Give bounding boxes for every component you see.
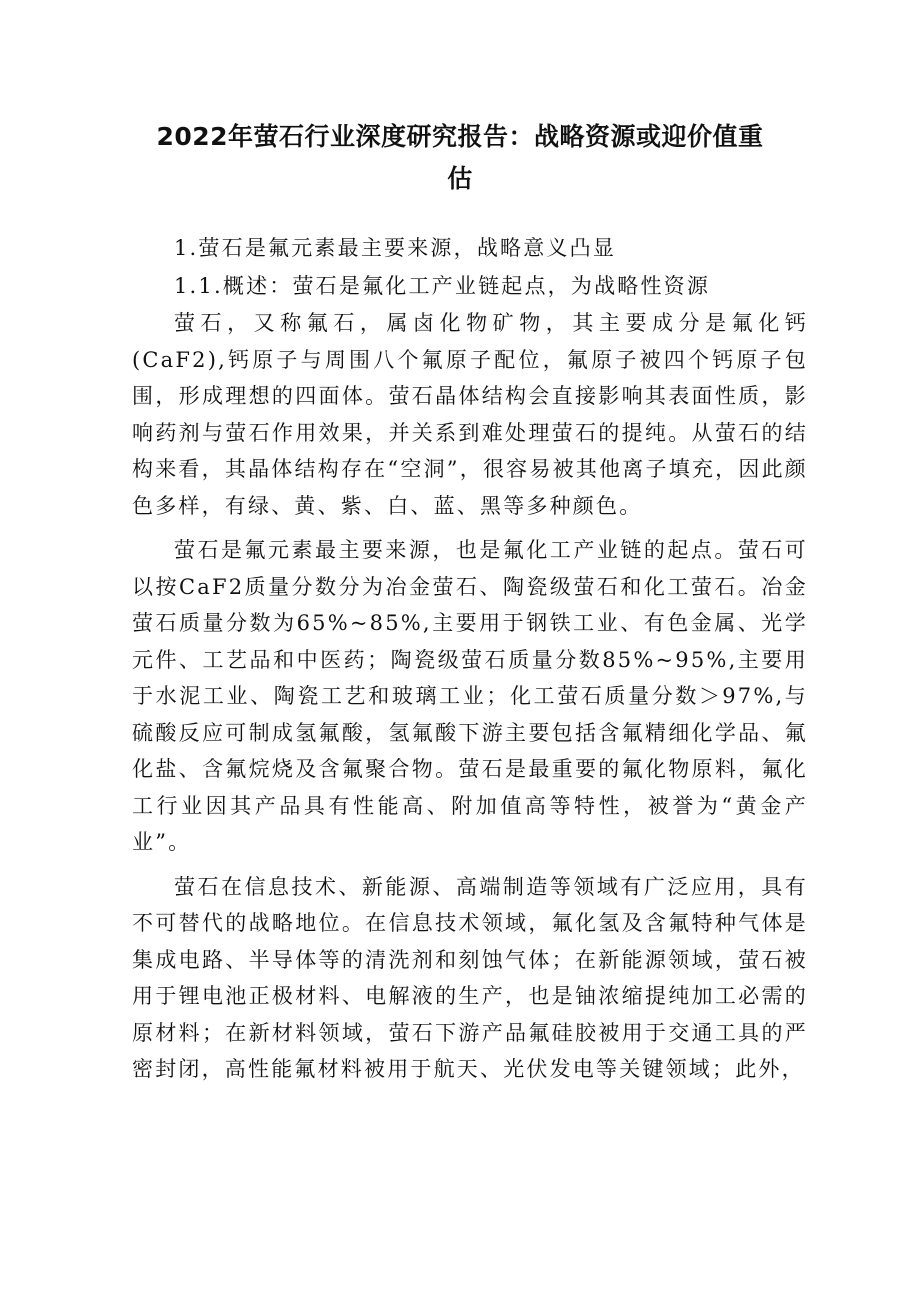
- paragraph-1: 萤石，又称氟石，属卤化物矿物，其主要成分是氟化钙(CaF2),钙原子与周围八个氟原子配位，氟原子被四个钙原子包围，形成理想的四面体。萤石晶体结构会直接影响其表面性质，影响药剂与萤石作用效果，并关系到难处理萤石的提纯。从萤石的结构来看，其晶体结构存在“空洞”，很容易被其他离子填充，因此颜色多样，有绿、黄、紫、白、蓝、黑等多种颜色。: [132, 311, 808, 518]
- paragraph-2: 萤石是氟元素最主要来源，也是氟化工产业链的起点。萤石可以按CaF2质量分数分为冶金萤石、陶瓷级萤石和化工萤石。冶金萤石质量分数为65%~85%,主要用于钢铁工业、有色金属、光学元件、工艺品和中医药；陶瓷级萤石质量分数85%~95%,主要用于水泥工业、陶瓷工艺和玻璃工业；化工萤石质量分数＞97%,与硫酸反应可制成氢氟酸，氢氟酸下游主要包括含氟精细化学品、氟化盐、含氟烷烧及含氟聚合物。萤石是最重要的氟化物原料，氟化工行业因其产品具有性能高、附加值高等特性，被誉为“黄金产业”。: [132, 538, 808, 854]
- title-line-1: 2022年萤石行业深度研究报告：战略资源或迎价值重: [156, 122, 764, 151]
- document-body: [132, 230, 808, 1096]
- title-line-2: 估: [447, 164, 473, 193]
- section-heading-1-1: 1.1.概述：萤石是氟化工产业链起点，为战略性资源: [174, 273, 711, 298]
- paragraph-3: 萤石在信息技术、新能源、高端制造等领域有广泛应用，具有不可替代的战略地位。在信息技术领域，氟化氢及含氟特种气体是集成电路、半导体等的清洗剂和刻蚀气体；在新能源领域，萤石被用于锂电池正极材料、电解液的生产，也是铀浓缩提纯加工必需的原材料；在新材料领域，萤石下游产品氟硅胶被用于交通工具的严密封闭，高性能氟材料被用于航天、光伏发电等关键领域；此外，: [132, 874, 808, 1081]
- section-heading-1: 1.萤石是氟元素最主要来源，战略意义凸显: [174, 236, 617, 260]
- document-title: [130, 116, 790, 200]
